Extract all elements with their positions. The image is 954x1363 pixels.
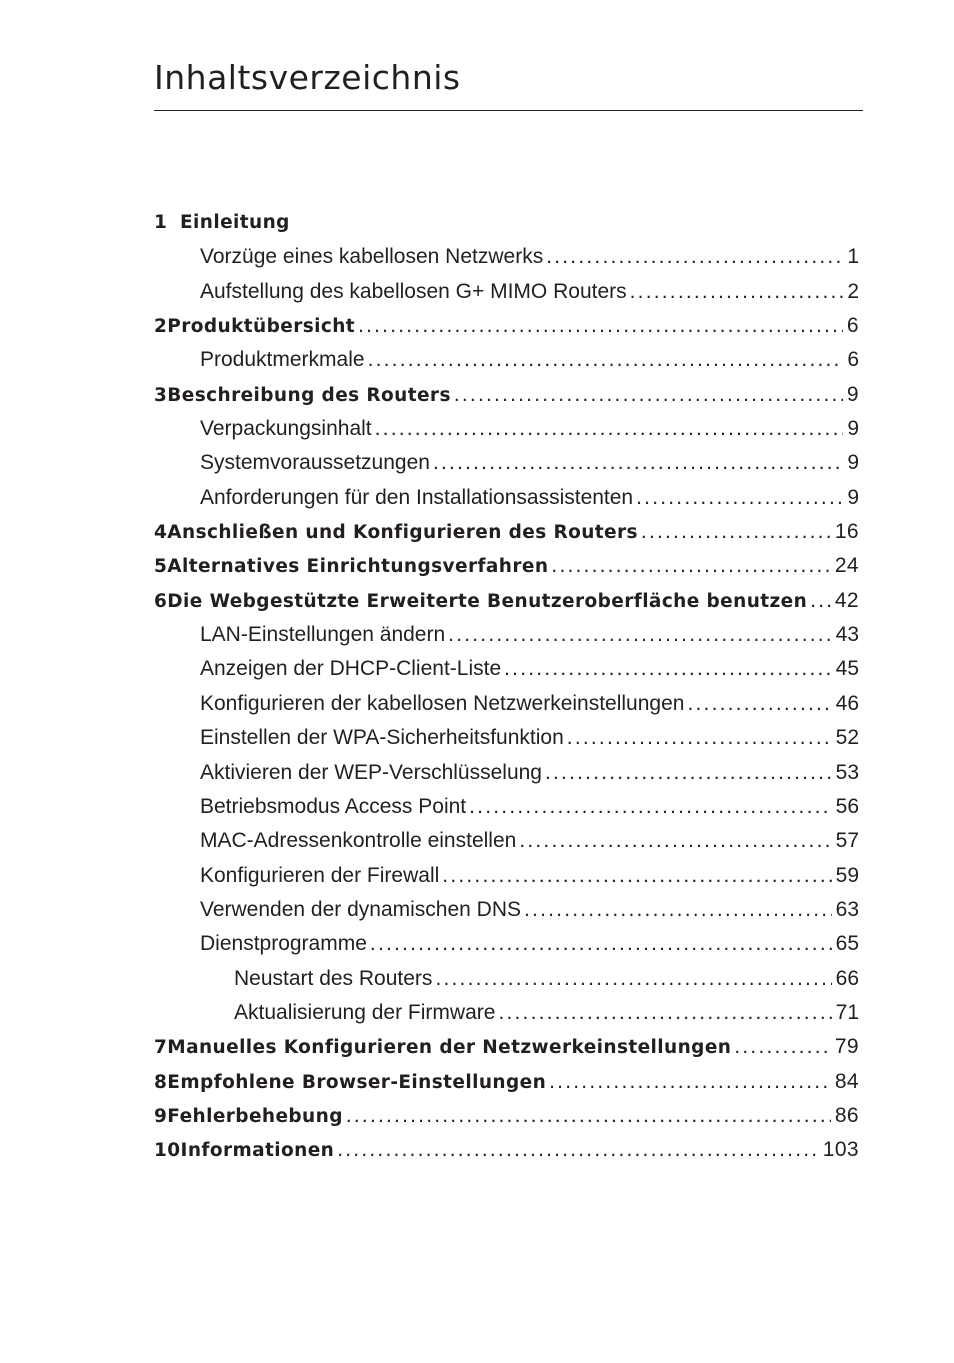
toc-entry-number: 8: [154, 1071, 168, 1093]
table-of-contents: [154, 206, 859, 1168]
toc-entry-title: Alternatives Einrichtungsverfahren: [167, 556, 549, 578]
toc-section-entry[interactable]: [154, 859, 859, 893]
toc-entry-page-number: 9: [846, 382, 859, 406]
toc-entry-title: Konfigurieren der Firewall: [200, 863, 440, 887]
dot-leader: [545, 756, 832, 790]
toc-entry-page-number: 71: [835, 1000, 859, 1024]
toc-chapter-entry[interactable]: [154, 378, 859, 412]
toc-section-entry[interactable]: [154, 618, 859, 652]
toc-entry-title: Anschließen und Konfigurieren des Routers: [167, 522, 638, 544]
toc-entry-page-number: 1: [847, 245, 859, 269]
dot-leader: [549, 1065, 831, 1099]
dot-leader: [546, 240, 843, 274]
toc-entry-title: Anzeigen der DHCP-Client-Liste: [200, 657, 502, 681]
toc-chapter-entry[interactable]: [154, 309, 859, 343]
toc-section-entry[interactable]: [154, 652, 859, 686]
dot-leader: [630, 275, 844, 309]
toc-entry-page-number: 59: [835, 863, 859, 887]
toc-entry-title: Einleitung: [180, 212, 290, 233]
toc-entry-page-number: 66: [835, 966, 859, 990]
toc-entry-number: 1: [154, 212, 168, 233]
toc-entry-page-number: 103: [822, 1138, 859, 1162]
toc-entry-page-number: 84: [834, 1069, 859, 1093]
toc-section-entry[interactable]: [154, 721, 859, 755]
toc-entry-title: Aktivieren der WEP-Verschlüsselung: [200, 760, 542, 784]
dot-leader: [346, 1099, 831, 1133]
toc-entry-title: Dienstprogramme: [200, 932, 367, 956]
dot-leader: [810, 584, 831, 618]
toc-section-entry[interactable]: [154, 962, 859, 996]
toc-entry-title: Vorzüge eines kabellosen Netzwerks: [200, 245, 544, 269]
toc-entry-title: Produktmerkmale: [200, 348, 365, 372]
toc-entry-page-number: 43: [835, 623, 859, 647]
toc-entry-page-number: 9: [847, 485, 859, 509]
dot-leader: [734, 1030, 830, 1064]
toc-entry-page-number: 52: [835, 726, 859, 750]
toc-section-entry[interactable]: [154, 790, 859, 824]
dot-leader: [551, 549, 830, 583]
dot-leader: [375, 412, 844, 446]
toc-entry-title: Produktübersicht: [167, 316, 356, 338]
dot-leader: [636, 481, 843, 515]
dot-leader: [498, 996, 831, 1030]
dot-leader: [567, 721, 832, 755]
toc-entry-title: Manuelles Konfigurieren der Netzwerkeinstellungen: [167, 1037, 732, 1059]
toc-entry-page-number: 9: [847, 451, 859, 475]
toc-entry-page-number: 45: [835, 657, 859, 681]
toc-chapter-entry[interactable]: [154, 1099, 859, 1133]
toc-section-entry[interactable]: [154, 996, 859, 1030]
toc-entry-number: 5: [154, 556, 168, 578]
toc-entry-title: Konfigurieren der kabellosen Netzwerkeinstellungen: [200, 691, 685, 715]
toc-entry-title: Verpackungsinhalt: [200, 417, 372, 441]
toc-chapter-entry[interactable]: [154, 1065, 859, 1099]
dot-leader: [504, 652, 832, 686]
toc-entry-page-number: 46: [835, 691, 859, 715]
toc-entry-page-number: 16: [834, 520, 859, 544]
dot-leader: [370, 927, 832, 961]
toc-section-entry[interactable]: [154, 756, 859, 790]
dot-leader: [448, 618, 831, 652]
toc-entry-number: 7: [154, 1037, 168, 1059]
toc-chapter-entry[interactable]: [154, 584, 859, 618]
toc-entry-page-number: 57: [835, 829, 859, 853]
toc-section-entry[interactable]: [154, 275, 859, 309]
toc-entry-page-number: 65: [835, 932, 859, 956]
toc-chapter-entry[interactable]: [154, 549, 859, 583]
toc-entry-number: 10: [154, 1140, 181, 1162]
toc-chapter-entry[interactable]: [154, 1133, 859, 1167]
toc-section-entry[interactable]: [154, 412, 859, 446]
dot-leader: [469, 790, 832, 824]
toc-entry-title: Betriebsmodus Access Point: [200, 794, 467, 818]
dot-leader: [641, 515, 831, 549]
toc-section-entry[interactable]: [154, 446, 859, 480]
toc-entry-title: Die Webgestützte Erweiterte Benutzeroberfläche benutzen: [167, 590, 808, 612]
toc-entry-page-number: 6: [846, 314, 859, 338]
toc-section-entry[interactable]: [154, 687, 859, 721]
toc-entry-title: Informationen: [180, 1140, 335, 1162]
toc-entry-title: Empfohlene Browser-Einstellungen: [167, 1071, 547, 1093]
toc-entry-title: Neustart des Routers: [234, 966, 433, 990]
toc-entry-page-number: 63: [835, 897, 859, 921]
toc-entry-page-number: 42: [834, 588, 859, 612]
dot-leader: [454, 378, 843, 412]
toc-chapter-entry[interactable]: [154, 1030, 859, 1064]
toc-entry-title: Fehlerbehebung: [167, 1105, 343, 1127]
dot-leader: [433, 446, 843, 480]
dot-leader: [435, 962, 831, 996]
toc-entry-title: Aufstellung des kabellosen G+ MIMO Routers: [200, 279, 627, 303]
toc-section-entry[interactable]: [154, 893, 859, 927]
dot-leader: [368, 343, 844, 377]
toc-entry-number: 4: [154, 522, 168, 544]
toc-entry-page-number: 2: [847, 279, 859, 303]
toc-entry-page-number: 24: [834, 554, 859, 578]
toc-entry-title: LAN-Einstellungen ändern: [200, 623, 446, 647]
toc-section-entry[interactable]: [154, 927, 859, 961]
dot-leader: [358, 309, 843, 343]
dot-leader: [524, 893, 832, 927]
toc-chapter-entry[interactable]: [154, 515, 859, 549]
toc-entry-page-number: 6: [847, 348, 859, 372]
dot-leader: [337, 1133, 819, 1167]
toc-entry-page-number: 9: [847, 417, 859, 441]
toc-entry-title: Aktualisierung der Firmware: [234, 1000, 496, 1024]
toc-chapter-entry[interactable]: [154, 206, 859, 240]
toc-section-entry[interactable]: [154, 824, 859, 858]
toc-entry-number: 2: [154, 316, 168, 338]
toc-section-entry[interactable]: [154, 240, 859, 274]
toc-entry-number: 6: [154, 590, 168, 612]
toc-entry-page-number: 56: [835, 794, 859, 818]
toc-entry-page-number: 53: [835, 760, 859, 784]
toc-entry-number: 9: [154, 1105, 168, 1127]
dot-leader: [519, 824, 831, 858]
toc-entry-number: 3: [154, 384, 168, 406]
toc-entry-title: MAC-Adressenkontrolle einstellen: [200, 829, 517, 853]
page-title: Inhaltsverzeichnis: [154, 58, 461, 97]
toc-section-entry[interactable]: [154, 481, 859, 515]
title-rule: [154, 110, 863, 111]
toc-entry-title: Einstellen der WPA-Sicherheitsfunktion: [200, 726, 564, 750]
dot-leader: [442, 859, 831, 893]
toc-entry-title: Verwenden der dynamischen DNS: [200, 897, 522, 921]
dot-leader: [687, 687, 831, 721]
toc-entry-title: Beschreibung des Routers: [167, 384, 451, 406]
toc-entry-title: Systemvoraussetzungen: [200, 451, 430, 475]
toc-entry-page-number: 79: [834, 1035, 859, 1059]
toc-section-entry[interactable]: [154, 343, 859, 377]
toc-entry-title: Anforderungen für den Installationsassistenten: [200, 485, 634, 509]
toc-entry-page-number: 86: [834, 1103, 859, 1127]
